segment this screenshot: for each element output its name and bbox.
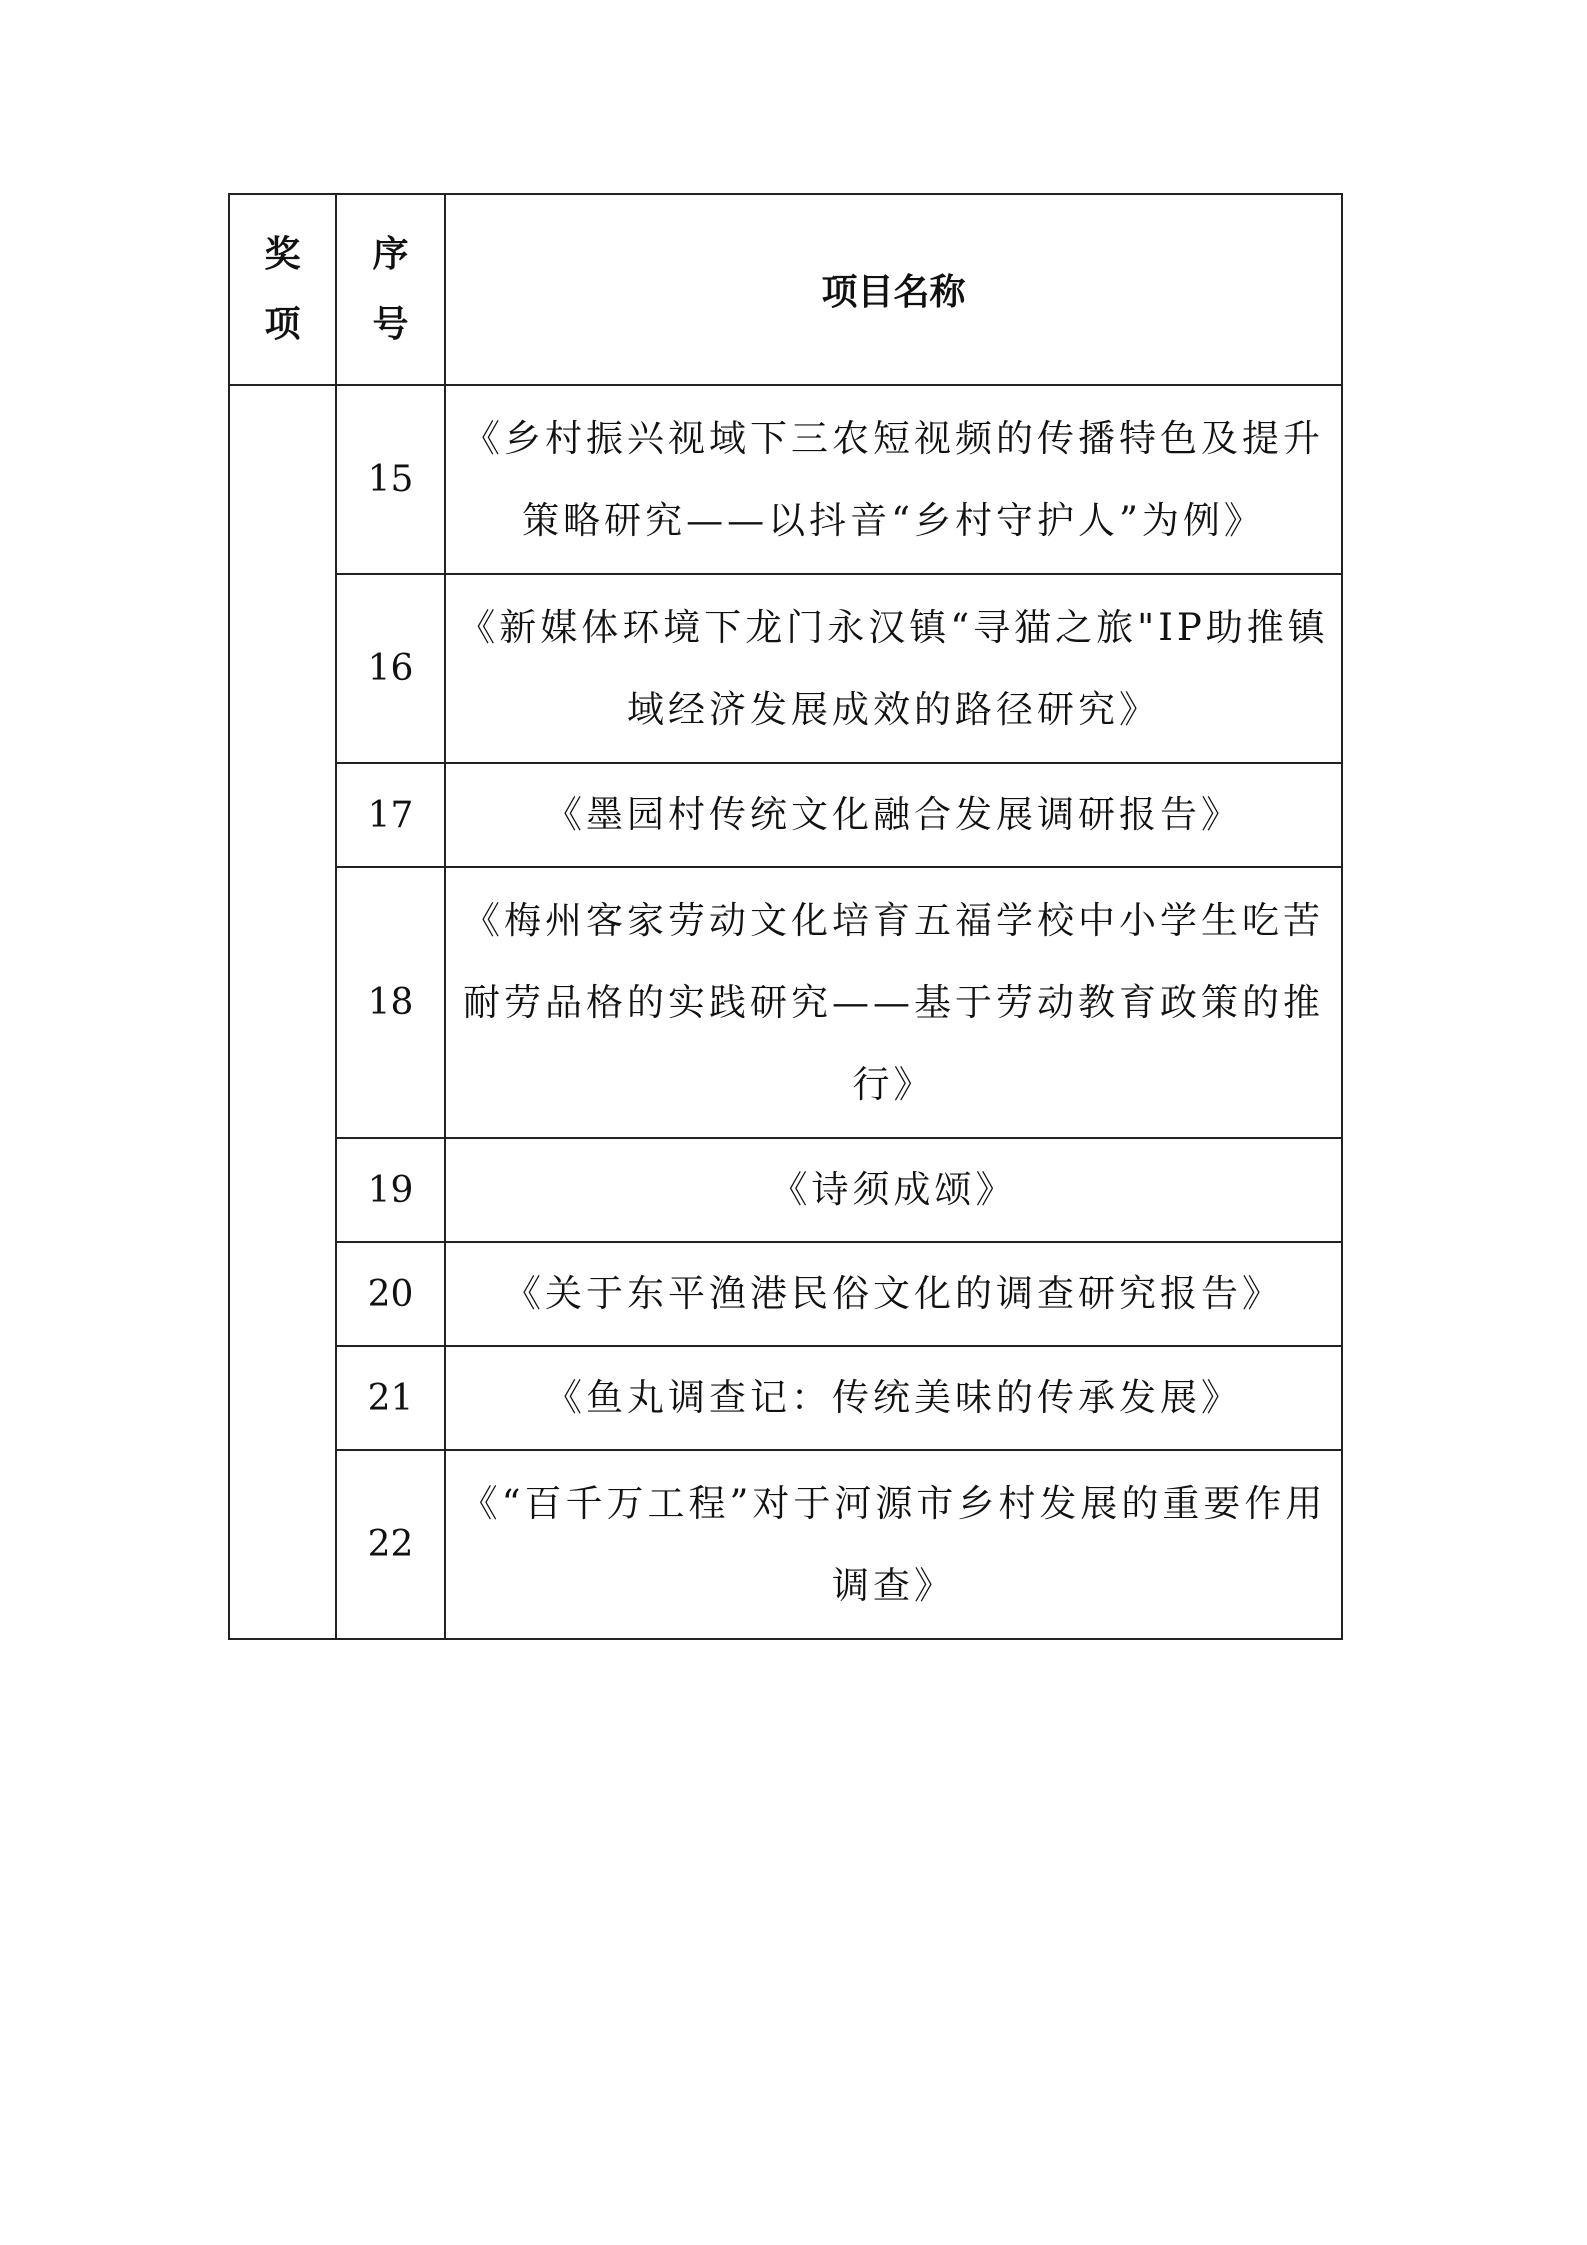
project-name-cell: 《新媒体环境下龙门永汉镇“寻猫之旅"IP助推镇域经济发展成效的路径研究》	[445, 574, 1342, 763]
table-row	[229, 1242, 1342, 1346]
seq-cell: 21	[336, 1346, 445, 1450]
awards-table	[228, 193, 1343, 1640]
seq-cell: 22	[336, 1450, 445, 1639]
table-row	[229, 763, 1342, 867]
header-award-label: 奖项	[264, 233, 301, 345]
table-row	[229, 1346, 1342, 1450]
project-name-cell: 《鱼丸调查记：传统美味的传承发展》	[445, 1346, 1342, 1450]
table-row	[229, 867, 1342, 1138]
seq-cell: 16	[336, 574, 445, 763]
header-seq	[336, 194, 445, 385]
seq-cell: 15	[336, 385, 445, 574]
header-row	[229, 194, 1342, 385]
award-cell	[229, 385, 336, 1639]
project-name-cell: 《诗须成颂》	[445, 1138, 1342, 1242]
project-name-cell: 《乡村振兴视域下三农短视频的传播特色及提升策略研究——以抖音“乡村守护人”为例》	[445, 385, 1342, 574]
table-row	[229, 574, 1342, 763]
seq-cell: 17	[336, 763, 445, 867]
project-name-cell: 《“百千万工程”对于河源市乡村发展的重要作用调查》	[445, 1450, 1342, 1639]
header-name: 项目名称	[445, 194, 1342, 385]
project-name-cell: 《梅州客家劳动文化培育五福学校中小学生吃苦耐劳品格的实践研究——基于劳动教育政策的推行》	[445, 867, 1342, 1138]
project-name-cell: 《墨园村传统文化融合发展调研报告》	[445, 763, 1342, 867]
table-row	[229, 385, 1342, 574]
header-award	[229, 194, 336, 385]
seq-cell: 20	[336, 1242, 445, 1346]
seq-cell: 19	[336, 1138, 445, 1242]
table-row	[229, 1138, 1342, 1242]
seq-cell: 18	[336, 867, 445, 1138]
project-name-cell: 《关于东平渔港民俗文化的调查研究报告》	[445, 1242, 1342, 1346]
table-row	[229, 1450, 1342, 1639]
header-seq-label: 序号	[372, 233, 409, 345]
